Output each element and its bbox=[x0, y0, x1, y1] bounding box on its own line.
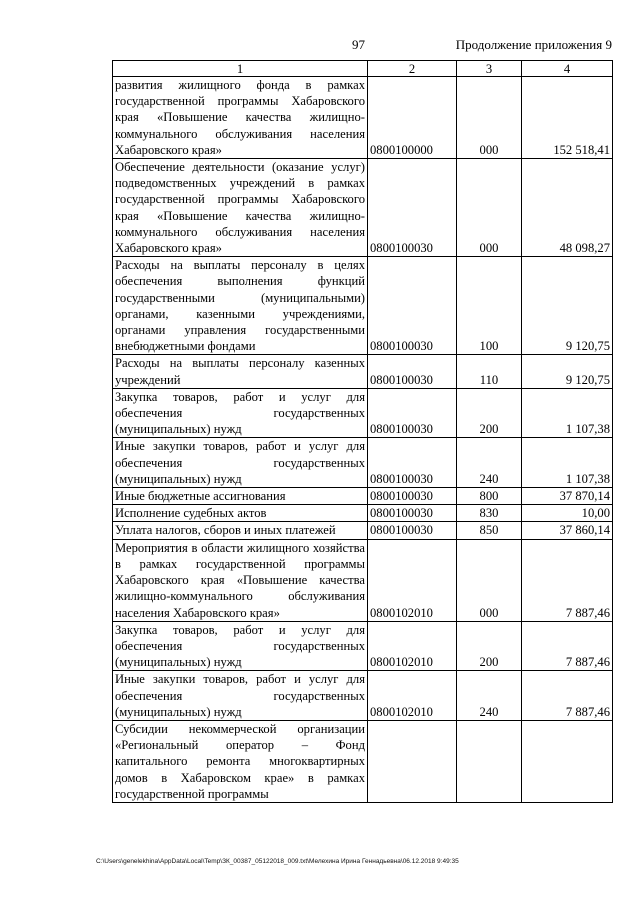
row-amount: 37 860,14 bbox=[522, 522, 613, 539]
row-amount: 10,00 bbox=[522, 505, 613, 522]
row-description: Исполнение судебных актов bbox=[113, 505, 368, 522]
row-amount: 9 120,75 bbox=[522, 257, 613, 355]
table-row bbox=[113, 505, 613, 522]
budget-table bbox=[112, 60, 613, 803]
page-header bbox=[0, 37, 640, 57]
row-description: Расходы на выплаты персоналу казенных учреждений bbox=[113, 355, 368, 388]
row-expense-type: 000 bbox=[457, 159, 522, 257]
table-row bbox=[113, 522, 613, 539]
table-row bbox=[113, 621, 613, 671]
row-target-code: 0800100030 bbox=[368, 505, 457, 522]
row-description: Мероприятия в области жилищного хозяйства в рамках государственной программы Хабаровского края «Повышение качества жилищно-коммунального обслуживания населения Хабаровского края» bbox=[113, 539, 368, 621]
row-amount: 7 887,46 bbox=[522, 671, 613, 721]
row-expense-type: 000 bbox=[457, 539, 522, 621]
row-description: Закупка товаров, работ и услуг для обеспечения государственных (муниципальных) нужд bbox=[113, 388, 368, 438]
row-target-code: 0800100030 bbox=[368, 257, 457, 355]
table-row bbox=[113, 77, 613, 159]
row-expense-type: 800 bbox=[457, 488, 522, 505]
row-description: Иные закупки товаров, работ и услуг для обеспечения государственных (муниципальных) нужд bbox=[113, 671, 368, 721]
row-description: Закупка товаров, работ и услуг для обеспечения государственных (муниципальных) нужд bbox=[113, 621, 368, 671]
row-expense-type: 830 bbox=[457, 505, 522, 522]
row-target-code: 0800100030 bbox=[368, 522, 457, 539]
row-amount: 7 887,46 bbox=[522, 621, 613, 671]
row-description: Уплата налогов, сборов и иных платежей bbox=[113, 522, 368, 539]
row-target-code: 0800102010 bbox=[368, 621, 457, 671]
row-amount: 7 887,46 bbox=[522, 539, 613, 621]
row-description: Иные закупки товаров, работ и услуг для обеспечения государственных (муниципальных) нужд bbox=[113, 438, 368, 488]
row-target-code bbox=[368, 720, 457, 802]
row-expense-type: 000 bbox=[457, 77, 522, 159]
table-row bbox=[113, 488, 613, 505]
column-header: 1 bbox=[113, 61, 368, 77]
row-amount: 1 107,38 bbox=[522, 388, 613, 438]
row-expense-type: 850 bbox=[457, 522, 522, 539]
table-row bbox=[113, 388, 613, 438]
appendix-continuation: Продолжение приложения 9 bbox=[455, 37, 612, 52]
row-amount: 152 518,41 bbox=[522, 77, 613, 159]
table-row bbox=[113, 355, 613, 388]
row-target-code: 0800100030 bbox=[368, 488, 457, 505]
row-expense-type: 110 bbox=[457, 355, 522, 388]
table-row bbox=[113, 159, 613, 257]
column-number-row bbox=[113, 61, 613, 77]
column-header: 4 bbox=[522, 61, 613, 77]
row-target-code: 0800100030 bbox=[368, 159, 457, 257]
row-amount: 37 870,14 bbox=[522, 488, 613, 505]
table-row bbox=[113, 671, 613, 721]
row-target-code: 0800100000 bbox=[368, 77, 457, 159]
row-expense-type: 200 bbox=[457, 388, 522, 438]
row-target-code: 0800102010 bbox=[368, 671, 457, 721]
row-target-code: 0800100030 bbox=[368, 355, 457, 388]
row-expense-type: 240 bbox=[457, 438, 522, 488]
table-row bbox=[113, 257, 613, 355]
page-number: 97 bbox=[352, 37, 365, 52]
row-amount: 1 107,38 bbox=[522, 438, 613, 488]
table-row bbox=[113, 720, 613, 802]
row-target-code: 0800102010 bbox=[368, 539, 457, 621]
file-path-footer: C:\Users\genelekhina\AppData\Local\Temp\ЗК_00387_05122018_009.txt\Мелехина Ирина Геннадьевна\06.12.2018 9:49:35 bbox=[96, 858, 459, 865]
row-amount: 9 120,75 bbox=[522, 355, 613, 388]
row-description: развития жилищного фонда в рамках государственной программы Хабаровского края «Повышение качества жилищно-коммунального обслуживания населения Хабаровского края» bbox=[113, 77, 368, 159]
row-target-code: 0800100030 bbox=[368, 438, 457, 488]
row-amount: 48 098,27 bbox=[522, 159, 613, 257]
row-description: Расходы на выплаты персоналу в целях обеспечения выполнения функций государственными (муниципальными) органами, казенными учреждениями, органами управления государственными внебюджетными фондами bbox=[113, 257, 368, 355]
table-row bbox=[113, 438, 613, 488]
table-row bbox=[113, 539, 613, 621]
row-expense-type bbox=[457, 720, 522, 802]
row-expense-type: 100 bbox=[457, 257, 522, 355]
column-header: 3 bbox=[457, 61, 522, 77]
row-target-code: 0800100030 bbox=[368, 388, 457, 438]
row-expense-type: 240 bbox=[457, 671, 522, 721]
column-header: 2 bbox=[368, 61, 457, 77]
row-description: Иные бюджетные ассигнования bbox=[113, 488, 368, 505]
row-description: Обеспечение деятельности (оказание услуг) подведомственных учреждений в рамках государственной программы Хабаровского края «Повышение качества жилищно-коммунального обслуживания населения Хабаровского края» bbox=[113, 159, 368, 257]
row-expense-type: 200 bbox=[457, 621, 522, 671]
row-description: Субсидии некоммерческой организации «Региональный оператор – Фонд капитального ремонта многоквартирных домов в Хабаровском крае» в рамках государственной программы bbox=[113, 720, 368, 802]
row-amount bbox=[522, 720, 613, 802]
